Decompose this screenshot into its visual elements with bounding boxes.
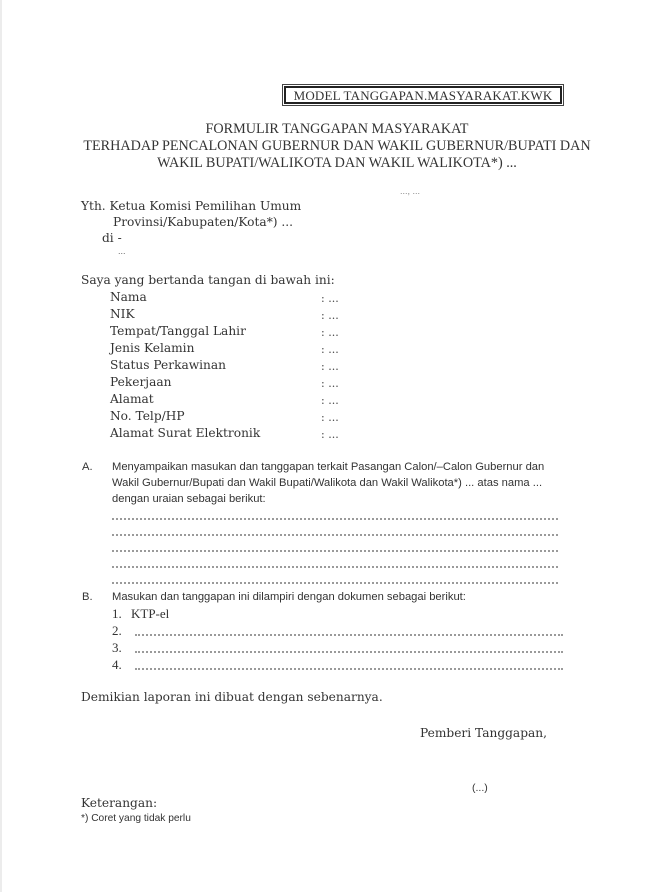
attachment-number-3: 3.: [112, 640, 122, 655]
section-b-marker: B.: [82, 591, 93, 603]
section-a-line-1: Menyampaikan masukan dan tanggapan terkait Pasangan Calon/–Calon Gubernur dan: [112, 461, 545, 473]
answer-dotted-line: [112, 518, 558, 520]
section-a-line-2: Wakil Gubernur/Bupati dan Wakil Bupati/Walikota dan Wakil Walikota*) ... atas nama ...: [112, 477, 543, 489]
field-value-email: : ...: [321, 428, 339, 441]
field-label-nik: NIK: [110, 307, 135, 321]
form-title-line-3: WAKIL BUPATI/WALIKOTA DAN WAKIL WALIKOTA*) ...: [157, 155, 517, 171]
field-label-email: Alamat Surat Elektronik: [110, 426, 261, 440]
field-value-nama: : ...: [321, 292, 339, 305]
section-b-text: Masukan dan tanggapan ini dilampiri dengan dokumen sebagai berikut:: [112, 591, 466, 603]
form-title-line-2: TERHADAP PENCALONAN GUBERNUR DAN WAKIL GUBERNUR/BUPATI DAN: [83, 138, 591, 154]
attachment-number-2: 2.: [112, 623, 122, 638]
closing-statement: Demikian laporan ini dibuat dengan sebenarnya.: [81, 690, 383, 704]
field-value-telp: : ...: [321, 411, 339, 424]
answer-dotted-line: [112, 582, 558, 584]
attachment-number-1: 1.: [112, 606, 122, 621]
field-value-ttl: : ...: [321, 326, 339, 339]
field-value-status-perkawinan: : ...: [321, 360, 339, 373]
attachment-dotted-line-4: [135, 668, 563, 670]
field-label-nama: Nama: [110, 290, 147, 304]
field-label-alamat: Alamat: [110, 392, 154, 406]
addressee-line-2: Provinsi/Kabupaten/Kota*) ...: [113, 215, 294, 229]
field-value-alamat: : ...: [321, 394, 339, 407]
intro-text: Saya yang bertanda tangan di bawah ini:: [81, 273, 335, 287]
notes-text: *) Coret yang tidak perlu: [81, 813, 191, 824]
signer-name-placeholder: (...): [472, 782, 488, 794]
addressee-line-4: ...: [118, 246, 126, 256]
answer-dotted-line: [112, 534, 558, 536]
answer-dotted-line: [112, 550, 558, 552]
attachment-number-4: 4.: [112, 657, 122, 672]
attachment-dotted-line-3: [135, 651, 563, 653]
field-label-jenis-kelamin: Jenis Kelamin: [110, 341, 195, 355]
attachment-dotted-line-2: [135, 634, 563, 636]
notes-title: Keterangan:: [81, 796, 158, 810]
field-label-telp: No. Telp/HP: [110, 409, 185, 423]
date-placeholder: ..., ...: [400, 186, 421, 196]
field-label-status-perkawinan: Status Perkawinan: [110, 358, 227, 372]
model-label-box: MODEL TANGGAPAN.MASYARAKAT.KWK: [284, 86, 562, 104]
signer-label: Pemberi Tanggapan,: [420, 726, 547, 740]
field-value-pekerjaan: : ...: [321, 377, 339, 390]
section-a-line-3: dengan uraian sebagai berikut:: [112, 493, 266, 505]
field-value-nik: : ...: [321, 309, 339, 322]
field-label-ttl: Tempat/Tanggal Lahir: [110, 324, 246, 338]
section-a-marker: A.: [82, 461, 93, 473]
attachment-item-1: KTP-el: [131, 606, 170, 621]
field-label-pekerjaan: Pekerjaan: [110, 375, 172, 389]
answer-dotted-line: [112, 566, 558, 568]
form-title-line-1: FORMULIR TANGGAPAN MASYARAKAT: [205, 121, 469, 137]
addressee-line-3: di -: [102, 231, 122, 245]
field-value-jenis-kelamin: : ...: [321, 343, 339, 356]
addressee-line-1: Yth. Ketua Komisi Pemilihan Umum: [81, 199, 302, 213]
